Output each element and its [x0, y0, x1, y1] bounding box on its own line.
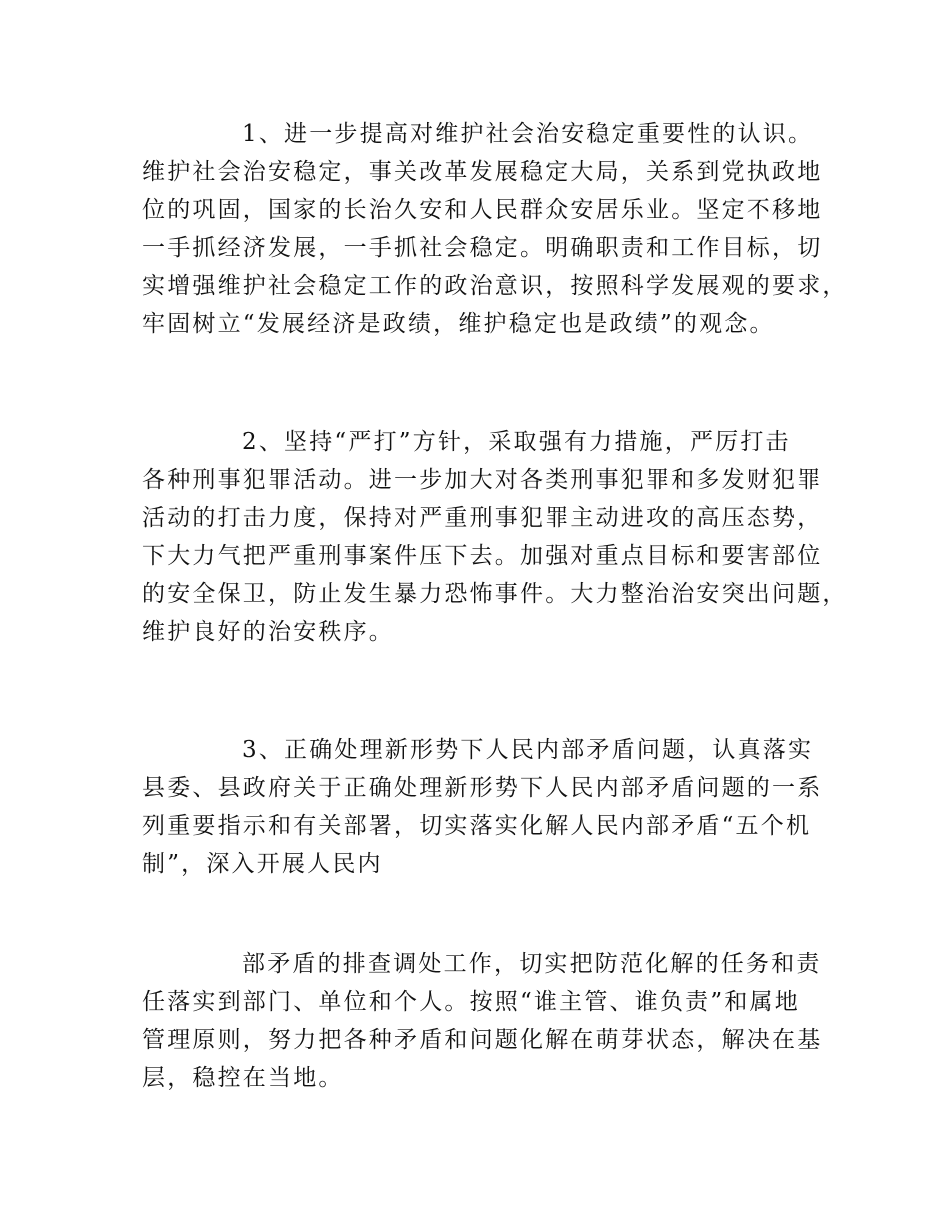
paragraph-1-line-5: 实增强维护社会稳定工作的政治意识，按照科学发展观的要求，	[142, 273, 848, 299]
paragraph-2-line-1: 2、坚持“严打”方针，采取强有力措施，严厉打击	[242, 429, 791, 455]
paragraph-3-line-4: 制”，深入开展人民内	[142, 851, 383, 877]
paragraph-3	[142, 731, 842, 883]
paragraph-2-line-2: 各种刑事犯罪活动。进一步加大对各类刑事犯罪和多发财犯罪	[142, 467, 823, 493]
paragraph-1-line-3: 位的巩固，国家的长治久安和人民群众安居乐业。坚定不移地	[142, 197, 823, 223]
paragraph-3-line-1: 3、正确处理新形势下人民内部矛盾问题，认真落实	[242, 737, 814, 763]
paragraph-1-line-6: 牢固树立“发展经济是政绩，维护稳定也是政绩”的观念。	[142, 311, 775, 337]
paragraph-2-line-6: 维护良好的治安秩序。	[142, 619, 394, 645]
paragraph-2-line-4: 下大力气把严重刑事案件压下去。加强对重点目标和要害部位	[142, 543, 823, 569]
paragraph-4	[142, 945, 842, 1097]
paragraph-4-line-4: 层，稳控在当地。	[142, 1065, 344, 1091]
paragraph-4-line-3: 管理原则，努力把各种矛盾和问题化解在萌芽状态，解决在基	[142, 1027, 823, 1053]
paragraph-1-line-2: 维护社会治安稳定，事关改革发展稳定大局，关系到党执政地	[142, 159, 823, 185]
paragraph-2-line-5: 的安全保卫，防止发生暴力恐怖事件。大力整治治安突出问题，	[142, 581, 848, 607]
paragraph-2-line-3: 活动的打击力度，保持对严重刑事犯罪主动进攻的高压态势，	[142, 505, 823, 531]
paragraph-2	[142, 423, 848, 651]
paragraph-3-line-2: 县委、县政府关于正确处理新形势下人民内部矛盾问题的一系	[142, 775, 823, 801]
paragraph-1	[142, 115, 848, 343]
paragraph-1-line-4: 一手抓经济发展，一手抓社会稳定。明确职责和工作目标，切	[142, 235, 823, 261]
paragraph-4-line-1: 部矛盾的排查调处工作，切实把防范化解的任务和责	[242, 951, 822, 977]
paragraph-3-line-3: 列重要指示和有关部署，切实落实化解人民内部矛盾“五个机	[142, 813, 812, 839]
paragraph-4-line-2: 任落实到部门、单位和个人。按照“谁主管、谁负责”和属地	[142, 989, 800, 1015]
paragraph-1-line-1: 1、进一步提高对维护社会治安稳定重要性的认识。	[242, 121, 814, 147]
